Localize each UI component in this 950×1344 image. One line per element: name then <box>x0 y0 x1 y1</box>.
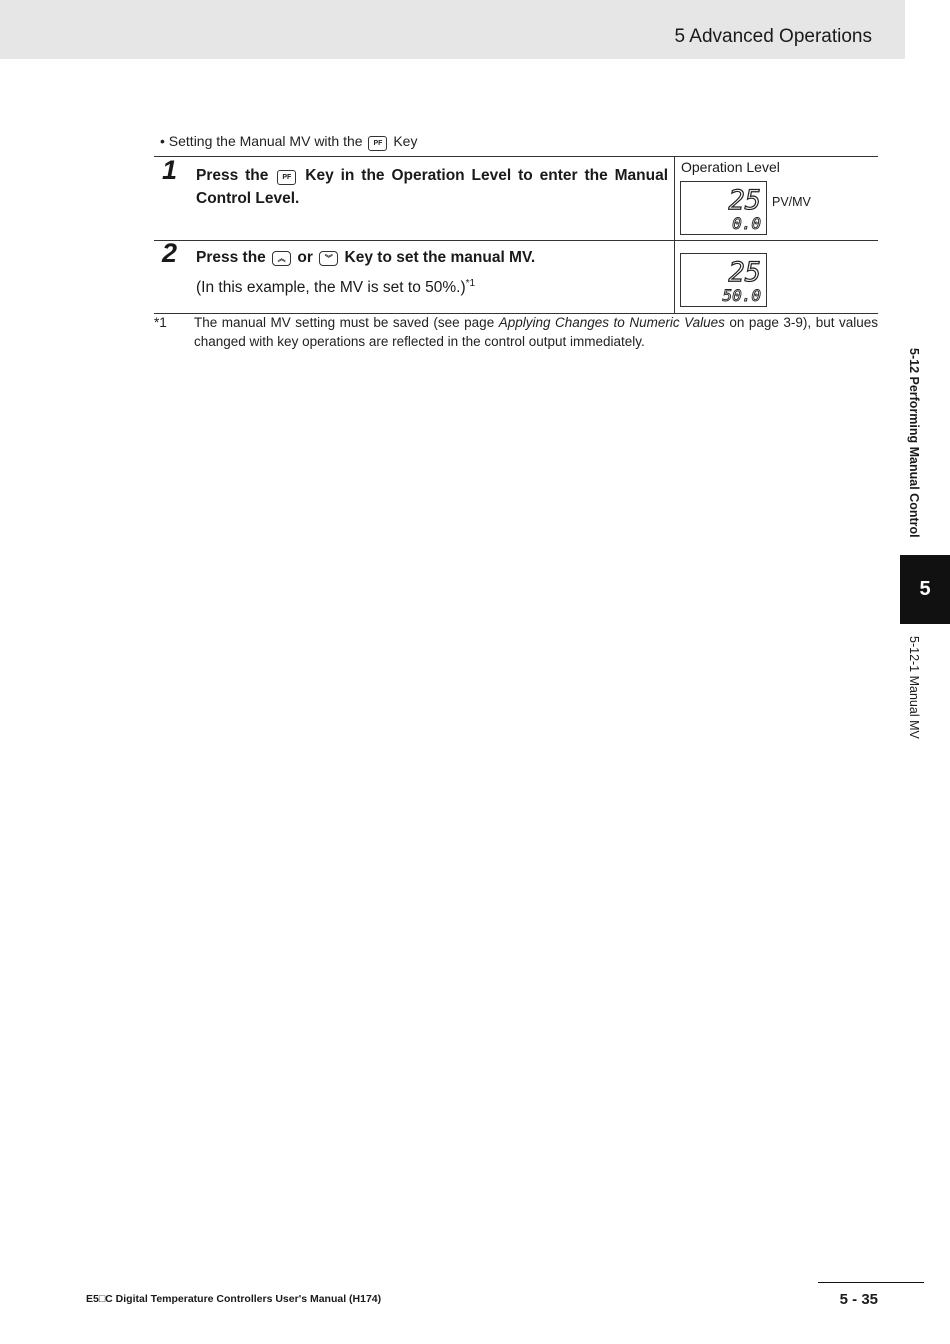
side-subsection <box>907 636 929 756</box>
footnote-text-2: on page 3-9), but values changed with key operations are reflected in the control output immediately. <box>194 315 878 349</box>
side-subsection-text: 5-12-1 Manual MV <box>907 636 921 739</box>
step-1-number: 1 <box>162 155 178 185</box>
footer-manual-title: E5□C Digital Temperature Controllers User's Manual (H174) <box>86 1293 382 1305</box>
pf-key-icon: PF <box>368 136 387 151</box>
lcd-2-pv: 25 <box>728 257 761 288</box>
step-2-text-or: or <box>297 249 313 266</box>
step-2-text-prefix: Press the <box>196 249 266 266</box>
step-2-text-after: Key to set the manual MV. <box>344 249 536 266</box>
pv-mv-label: PV/MV <box>772 195 811 209</box>
step-2-number: 2 <box>162 238 178 268</box>
step-1-text-after: Key in the Operation Level to enter the Manual Control Level. <box>196 167 669 207</box>
footnote-mark: *1 <box>154 315 167 330</box>
footnote-text-1: The manual MV setting must be saved (see page <box>194 315 499 330</box>
step-2-subtext <box>196 272 475 299</box>
footnote-link-title: Applying Changes to Numeric Values <box>498 315 725 330</box>
footnote <box>154 313 878 351</box>
lcd-1-pv: 25 <box>728 185 761 216</box>
chapter-header-title: 5 Advanced Operations <box>674 26 872 47</box>
bullet-suffix: Key <box>393 133 418 149</box>
page-number: 5 - 35 <box>839 1291 878 1308</box>
chapter-tab: 5 <box>900 555 950 624</box>
step-1-text-before: Press the <box>196 167 269 184</box>
footnote-text <box>194 313 878 351</box>
up-key-icon: ︽ <box>272 251 291 266</box>
operation-level-label: Operation Level <box>681 159 780 175</box>
footnote-ref: *1 <box>465 278 476 289</box>
step-1-text <box>196 164 668 210</box>
lcd-display-2 <box>680 253 767 307</box>
lcd-display-1 <box>680 181 767 235</box>
lcd-2-mv: 50.0 <box>722 286 761 305</box>
row-divider <box>154 240 878 241</box>
pf-key-icon: PF <box>277 170 296 185</box>
step-2-example: (In this example, the MV is set to 50%.) <box>196 279 466 297</box>
side-section-title-text: 5-12 Performing Manual Control <box>907 348 921 538</box>
section-bullet <box>160 133 417 151</box>
steps-table <box>154 156 878 314</box>
bullet-text: • Setting the Manual MV with the <box>160 133 363 149</box>
column-divider <box>674 157 675 313</box>
lcd-1-mv: 0.0 <box>732 214 761 233</box>
side-section-title <box>907 348 929 548</box>
down-key-icon: ︾ <box>319 251 338 266</box>
footer-rule <box>818 1282 924 1283</box>
step-2-text <box>196 246 668 269</box>
